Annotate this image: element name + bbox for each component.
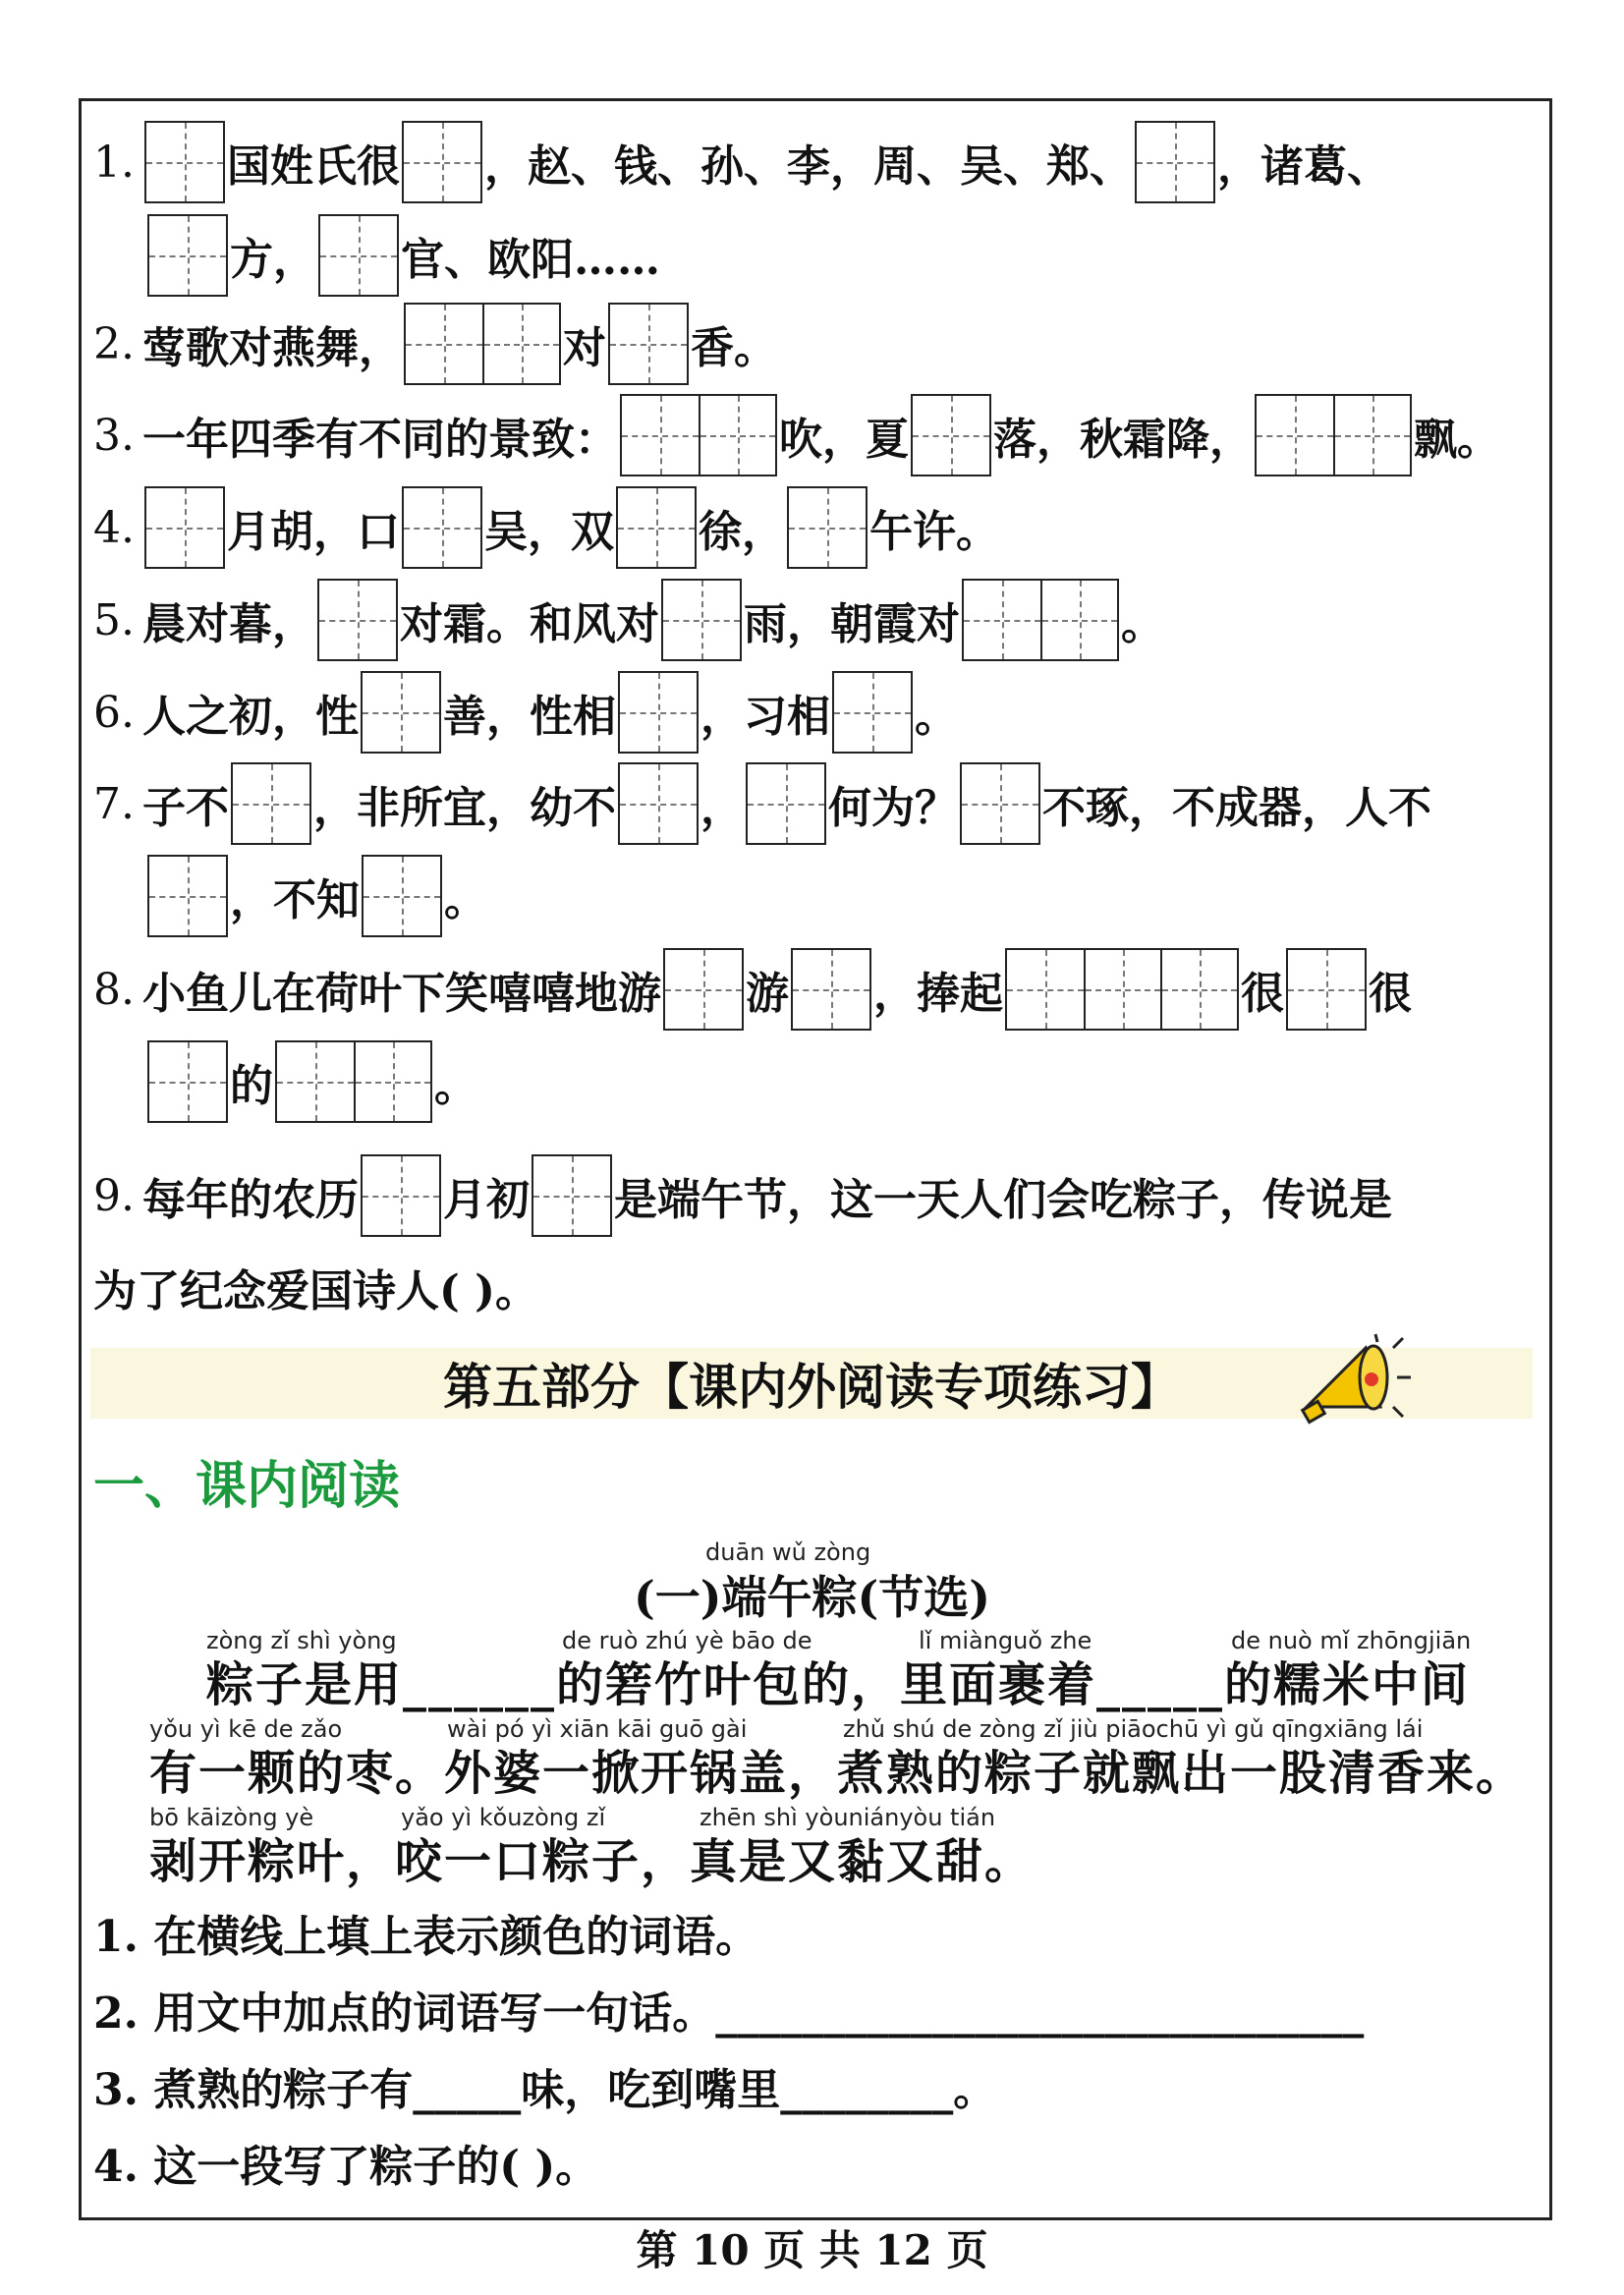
- item-text: 小鱼儿在荷叶下笑嘻嘻地游: [141, 969, 661, 1019]
- grid-cell[interactable]: [146, 123, 223, 201]
- item-text: 何为？: [827, 783, 958, 833]
- item-text: 莺歌对燕舞，: [141, 323, 402, 373]
- passage-line-1: 粽子是用______的箬竹叶包的，里面裹着_____的糯米中间: [206, 1657, 1471, 1712]
- pinyin: zhēn shì yòuniányòu tián: [700, 1804, 996, 1831]
- pinyin: de nuò mǐ zhōngjiān: [1231, 1627, 1472, 1654]
- grid-cell[interactable]: [1137, 123, 1213, 201]
- item-text: ，非所宜，幼不: [312, 783, 616, 833]
- writing-grid[interactable]: [1005, 948, 1239, 1031]
- writing-grid[interactable]: [1255, 394, 1412, 476]
- writing-grid[interactable]: [231, 762, 311, 845]
- writing-grid[interactable]: [787, 486, 868, 569]
- writing-grid[interactable]: [361, 1154, 441, 1237]
- item-text: ，习相: [700, 692, 830, 742]
- item-number: 6.: [93, 687, 135, 738]
- fill-item-4-line-1: [93, 483, 999, 572]
- writing-grid[interactable]: [618, 762, 699, 845]
- question-3: 3. 煮熟的粽子有_____味，吃到嘴里________。: [93, 2065, 997, 2115]
- writing-grid[interactable]: [317, 579, 398, 661]
- grid-cell[interactable]: [404, 123, 480, 201]
- item-text: 。: [914, 692, 958, 742]
- writing-grid[interactable]: [791, 948, 871, 1031]
- pinyin: de ruò zhú yè bāo de: [562, 1627, 812, 1654]
- grid-cell[interactable]: [364, 857, 440, 935]
- passage-line-3: 剥开粽叶，咬一口粽子，真是又黏又甜。: [149, 1834, 1035, 1889]
- fill-item-6-line-1: [93, 668, 958, 756]
- grid-cell[interactable]: [319, 581, 396, 659]
- grid-cell[interactable]: [1040, 581, 1117, 659]
- grid-cell[interactable]: [834, 673, 911, 752]
- grid-cell[interactable]: [699, 396, 775, 475]
- grid-cell[interactable]: [618, 488, 695, 567]
- writing-grid[interactable]: [147, 214, 228, 297]
- megaphone-icon: [1297, 1328, 1415, 1436]
- item-text: 雨，朝霞对: [743, 599, 960, 649]
- grid-cell[interactable]: [149, 857, 226, 935]
- title-pinyin: duān wǔ zòng: [705, 1539, 871, 1566]
- grid-cell[interactable]: [363, 1156, 439, 1235]
- item-text: 子不: [141, 783, 229, 833]
- item-text: 每年的农历: [141, 1175, 359, 1225]
- writing-grid[interactable]: [608, 303, 689, 385]
- item-text: ，: [700, 783, 744, 833]
- fill-item-3-line-1: [93, 391, 1500, 479]
- grid-cell[interactable]: [363, 673, 439, 752]
- item-text: ，赵、钱、孙、李，周、吴、郑、: [483, 141, 1133, 192]
- item-text: 对: [562, 323, 606, 373]
- item-text: ，不知: [230, 875, 360, 925]
- pinyin: yǎo yì kǒuzòng zǐ: [401, 1804, 606, 1831]
- writing-grid[interactable]: [147, 1040, 228, 1123]
- passage-line-2: 有一颗的枣。外婆一掀开锅盖，煮熟的粽子就飘出一股清香来。: [149, 1746, 1526, 1801]
- item-text: 为了纪念爱国诗人( )。: [93, 1266, 538, 1316]
- writing-grid[interactable]: [661, 579, 742, 661]
- item-text: 方，: [230, 235, 316, 285]
- section-banner-title: 第五部分【课内外阅读专项练习】: [443, 1358, 1180, 1416]
- grid-cell[interactable]: [789, 488, 866, 567]
- writing-grid[interactable]: [402, 121, 482, 203]
- item-text: 。: [434, 1061, 477, 1111]
- writing-grid[interactable]: [532, 1154, 612, 1237]
- grid-cell[interactable]: [1084, 950, 1160, 1029]
- writing-grid[interactable]: [960, 762, 1040, 845]
- item-text: 人之初，性: [141, 692, 359, 742]
- fill-item-9-line-1: [93, 1151, 1392, 1240]
- item-text: 官、欧阳……: [401, 235, 660, 285]
- item-text: 对霜。和风对: [399, 599, 659, 649]
- writing-grid[interactable]: [616, 486, 697, 569]
- grid-cell[interactable]: [663, 581, 740, 659]
- passage-title: (一)端午粽(节选): [633, 1571, 991, 1624]
- writing-grid[interactable]: [1286, 948, 1367, 1031]
- grid-cell[interactable]: [233, 764, 309, 843]
- writing-grid[interactable]: [620, 394, 777, 476]
- pinyin: lǐ miànguǒ zhe: [919, 1627, 1092, 1654]
- item-number: 4.: [93, 502, 135, 553]
- grid-cell[interactable]: [1257, 396, 1333, 475]
- fill-item-9-line-2: [93, 1243, 538, 1331]
- writing-grid[interactable]: [144, 486, 225, 569]
- question-2: 2. 用文中加点的词语写一句话。______________________________: [93, 1988, 1365, 2039]
- fill-item-7-line-1: [93, 759, 1431, 848]
- item-text: 一年四季有不同的景致：: [141, 415, 618, 465]
- question-4: 4. 这一段写了粽子的( )。: [93, 2142, 599, 2192]
- writing-grid[interactable]: [911, 394, 991, 476]
- grid-cell[interactable]: [620, 673, 697, 752]
- subsection-title: 一、课内阅读: [93, 1456, 401, 1516]
- item-text: 香。: [690, 323, 777, 373]
- fill-item-5-line-1: [93, 576, 1164, 664]
- pinyin: yǒu yì kē de zǎo: [149, 1715, 343, 1743]
- writing-grid[interactable]: [404, 303, 561, 385]
- grid-cell[interactable]: [913, 396, 989, 475]
- writing-grid[interactable]: [147, 855, 228, 937]
- writing-grid[interactable]: [362, 855, 442, 937]
- item-text: 吹，夏: [778, 415, 909, 465]
- writing-grid[interactable]: [618, 671, 699, 754]
- writing-grid[interactable]: [361, 671, 441, 754]
- grid-cell[interactable]: [354, 1042, 430, 1121]
- writing-grid[interactable]: [663, 948, 744, 1031]
- item-text: 吴，双: [483, 507, 614, 557]
- item-text: ，诸葛、: [1216, 141, 1390, 192]
- item-text: 月胡，口: [226, 507, 400, 557]
- item-text: 徐，: [698, 507, 785, 557]
- writing-grid[interactable]: [962, 579, 1119, 661]
- item-text: 很: [1368, 969, 1412, 1019]
- grid-cell[interactable]: [149, 1042, 226, 1121]
- grid-cell[interactable]: [482, 305, 559, 383]
- pinyin: zòng zǐ shì yòng: [206, 1627, 397, 1654]
- fill-item-1-line-2: [145, 211, 660, 300]
- grid-cell[interactable]: [610, 305, 687, 383]
- item-text: 很: [1240, 969, 1284, 1019]
- grid-cell[interactable]: [320, 216, 397, 295]
- pinyin: zhǔ shú de zòng zǐ jiù piāochū yì gǔ qīngxiāng lái: [843, 1715, 1424, 1743]
- grid-cell[interactable]: [962, 764, 1038, 843]
- item-text: 月初: [442, 1175, 530, 1225]
- grid-cell[interactable]: [1333, 396, 1410, 475]
- fill-item-2-line-1: [93, 300, 777, 388]
- item-text: 是端午节，这一天人们会吃粽子，传说是: [613, 1175, 1392, 1225]
- pinyin: wài pó yì xiān kāi guō gài: [447, 1715, 748, 1743]
- pinyin: bō kāizòng yè: [149, 1804, 314, 1831]
- writing-grid[interactable]: [275, 1040, 432, 1123]
- item-text: ，捧起: [872, 969, 1003, 1019]
- item-number: 8.: [93, 964, 135, 1015]
- item-number: 9.: [93, 1170, 135, 1221]
- item-text: 国姓氏很: [226, 141, 400, 192]
- grid-cell[interactable]: [533, 1156, 610, 1235]
- fill-item-8-line-1: [93, 945, 1412, 1034]
- item-text: 游: [745, 969, 789, 1019]
- grid-cell[interactable]: [406, 305, 482, 383]
- grid-cell[interactable]: [793, 950, 869, 1029]
- fill-item-1-line-1: [93, 118, 1390, 206]
- item-text: 飘。: [1413, 415, 1500, 465]
- item-text: 。: [444, 875, 487, 925]
- item-number: 3.: [93, 410, 135, 461]
- grid-cell[interactable]: [665, 950, 742, 1029]
- grid-cell[interactable]: [964, 581, 1040, 659]
- question-1: 1. 在横线上填上表示颜色的词语。: [93, 1912, 759, 1962]
- fill-item-7-line-2: [145, 852, 487, 940]
- item-text: 落，秋霜降，: [992, 415, 1253, 465]
- item-number: 2.: [93, 318, 135, 369]
- writing-grid[interactable]: [318, 214, 399, 297]
- item-number: 1.: [93, 137, 135, 188]
- item-text: 。: [1120, 599, 1164, 649]
- item-text: 晨对暮，: [141, 599, 315, 649]
- writing-grid[interactable]: [746, 762, 826, 845]
- grid-cell[interactable]: [404, 488, 480, 567]
- writing-grid[interactable]: [144, 121, 225, 203]
- grid-cell[interactable]: [1007, 950, 1084, 1029]
- page-footer: 第 10 页 共 12 页: [636, 2226, 988, 2274]
- writing-grid[interactable]: [402, 486, 482, 569]
- grid-cell[interactable]: [277, 1042, 354, 1121]
- grid-cell[interactable]: [622, 396, 699, 475]
- grid-cell[interactable]: [149, 216, 226, 295]
- writing-grid[interactable]: [1135, 121, 1215, 203]
- item-text: 善，性相: [442, 692, 616, 742]
- grid-cell[interactable]: [620, 764, 697, 843]
- grid-cell[interactable]: [146, 488, 223, 567]
- item-number: 7.: [93, 778, 135, 829]
- item-text: 午许。: [868, 507, 999, 557]
- grid-cell[interactable]: [748, 764, 824, 843]
- item-text: 的: [230, 1061, 273, 1111]
- item-number: 5.: [93, 594, 135, 645]
- writing-grid[interactable]: [832, 671, 913, 754]
- grid-cell[interactable]: [1288, 950, 1365, 1029]
- grid-cell[interactable]: [1160, 950, 1237, 1029]
- fill-item-8-line-2: [145, 1037, 477, 1126]
- item-text: 不琢，不成器，人不: [1041, 783, 1431, 833]
